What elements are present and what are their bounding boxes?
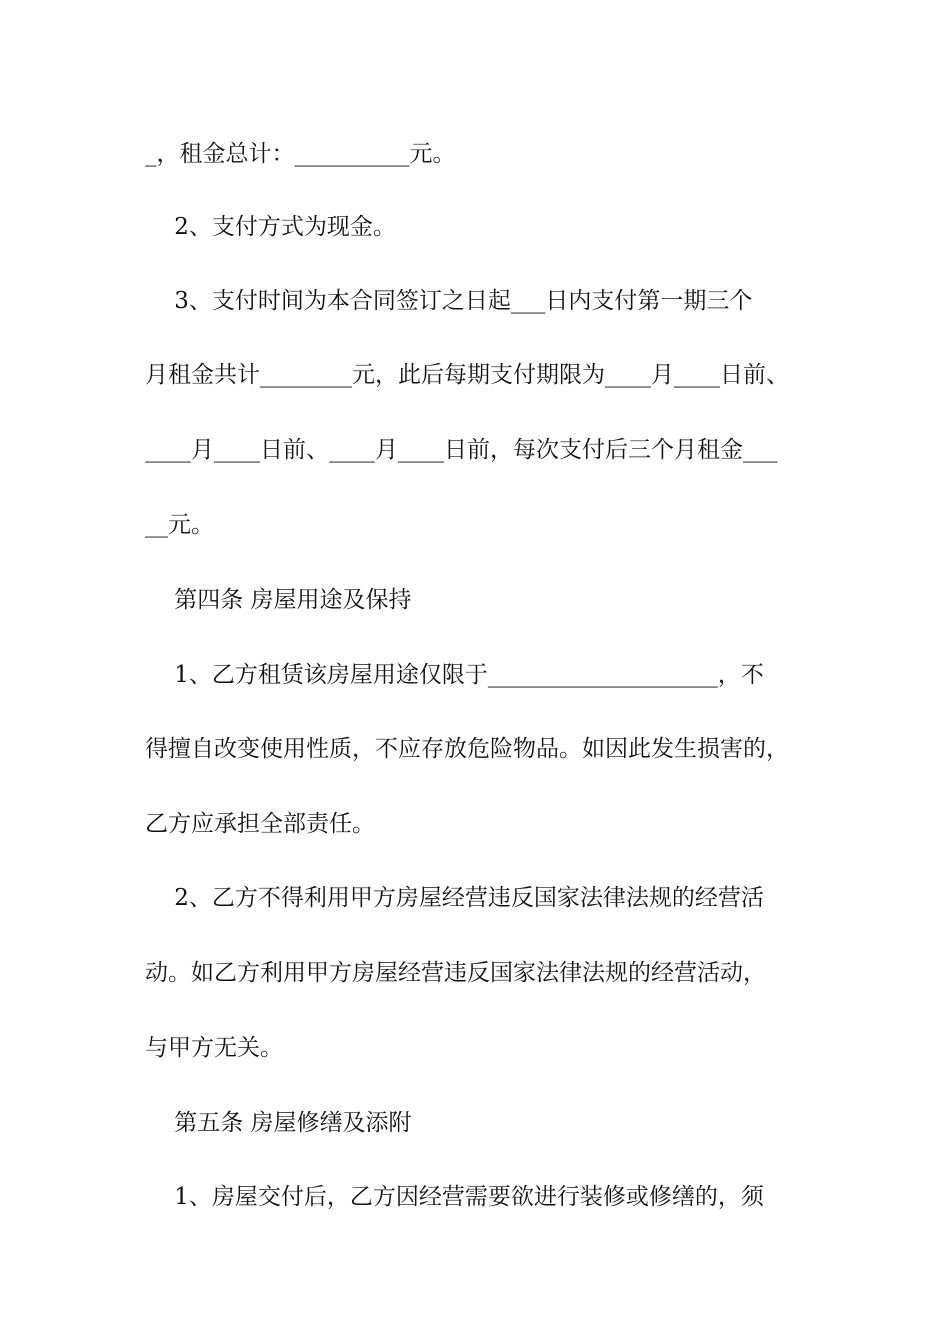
text-line: 月租金共计________元，此后每期支付期限为____月____日前、 — [145, 362, 789, 388]
text-line: 动。如乙方利用甲方房屋经营违反国家法律法规的经营活动， — [145, 960, 766, 986]
section-heading: 第四条 房屋用途及保持 — [145, 587, 412, 613]
text-line: 得擅自改变使用性质，不应存放危险物品。如因此发生损害的， — [145, 736, 789, 762]
text-line: 与甲方无关。 — [145, 1035, 283, 1061]
section-heading: 第五条 房屋修缮及添附 — [145, 1110, 412, 1136]
text-line: _，租金总计：__________元。 — [145, 141, 456, 167]
text-line: 1、乙方租赁该房屋用途仅限于____________________，不 — [145, 662, 764, 688]
text-line: 1、房屋交付后，乙方因经营需要欲进行装修或修缮的，须 — [145, 1184, 764, 1210]
text-line: 3、支付时间为本合同签订之日起___日内支付第一期三个 — [145, 288, 753, 314]
text-line: 乙方应承担全部责任。 — [145, 811, 375, 837]
text-line: ____月____日前、____月____日前，每次支付后三个月租金___ — [145, 437, 778, 463]
text-line: __元。 — [145, 512, 214, 538]
text-line: 2、支付方式为现金。 — [145, 214, 396, 240]
text-line: 2、乙方不得利用甲方房屋经营违反国家法律法规的经营活 — [145, 885, 764, 911]
